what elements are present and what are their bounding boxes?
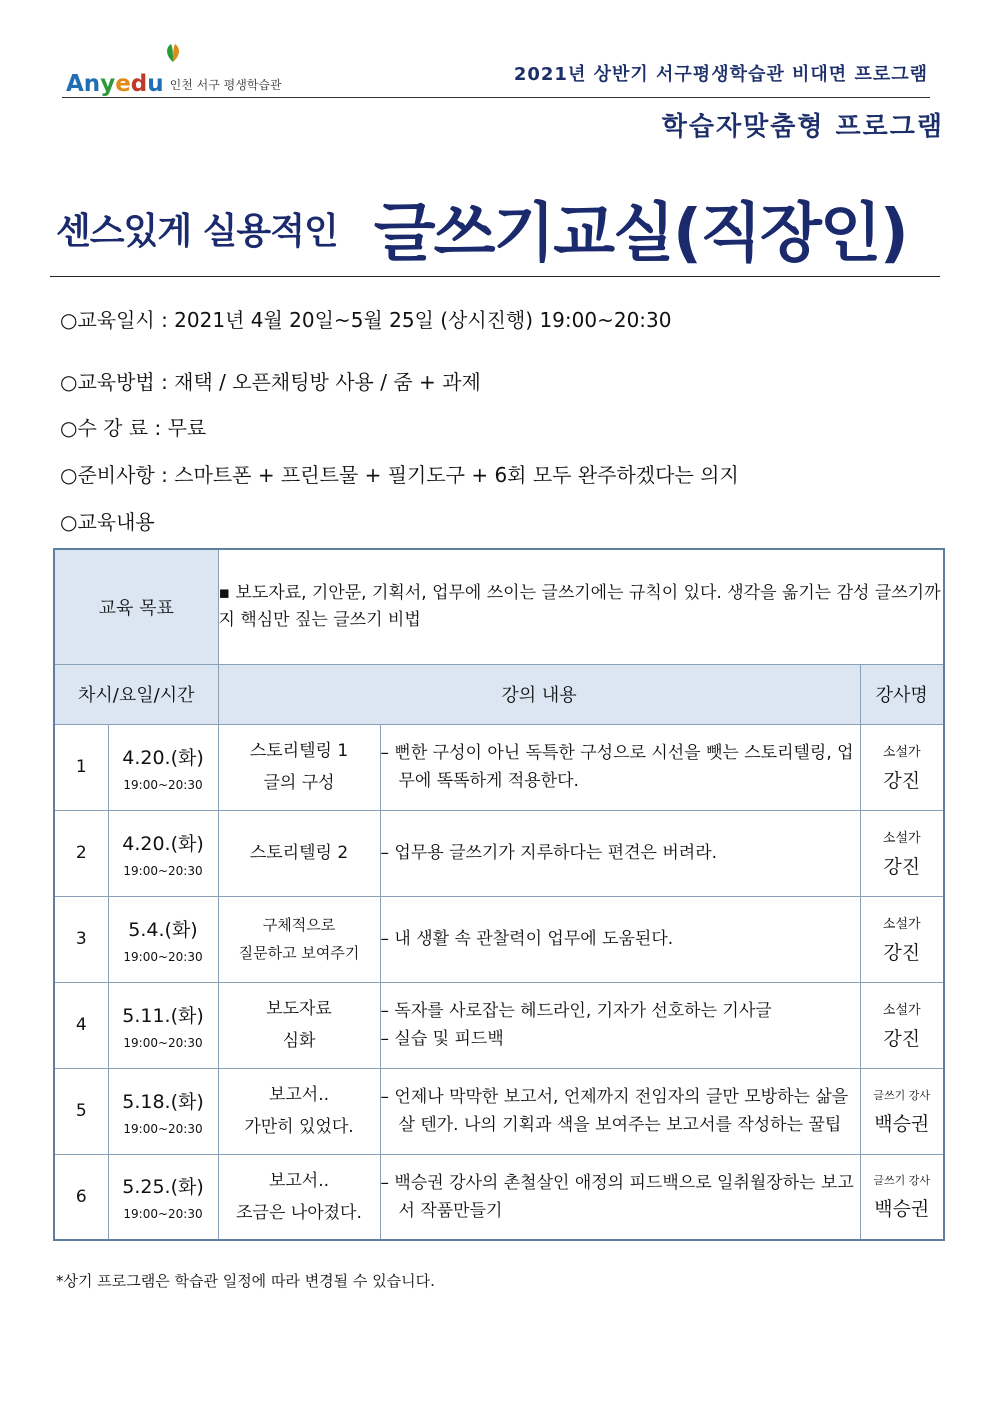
session-description: – 백승권 강사의 촌철살인 애정의 피드백으로 일취월장하는 보고서 작품만들기	[380, 1154, 860, 1240]
header-row	[54, 664, 944, 724]
goal-row	[54, 549, 944, 664]
logo-org-name: 인천 서구 평생학습관	[169, 78, 282, 92]
header-divider	[62, 97, 930, 98]
session-date: 5.25.(화) 19:00~20:30	[108, 1154, 218, 1240]
info-content: ○교육내용	[60, 510, 155, 534]
title-small: 센스있게 실용적인	[56, 210, 338, 252]
session-teacher: 소설가 강진	[860, 810, 944, 896]
session-teacher: 소설가 강진	[860, 896, 944, 982]
session-date: 4.20.(화) 19:00~20:30	[108, 724, 218, 810]
session-topic: 스토리텔링 1 글의 구성	[218, 724, 380, 810]
col-teacher-header: 강사명	[860, 664, 944, 724]
session-topic: 구체적으로 질문하고 보여주기	[218, 896, 380, 982]
schedule-table	[53, 548, 945, 1241]
session-number: 5	[54, 1068, 108, 1154]
session-topic: 보고서.. 가만히 있었다.	[218, 1068, 380, 1154]
session-number: 1	[54, 724, 108, 810]
table-row	[54, 810, 944, 896]
table-row	[54, 982, 944, 1068]
session-teacher: 소설가 강진	[860, 982, 944, 1068]
goal-label: 교육 목표	[54, 549, 218, 664]
table-row	[54, 724, 944, 810]
title-big: 글쓰기교실(직장인)	[373, 197, 907, 271]
session-number: 6	[54, 1154, 108, 1240]
session-number: 4	[54, 982, 108, 1068]
info-method: ○교육방법 : 재택 / 오픈채팅방 사용 / 줌 + 과제	[60, 370, 481, 394]
session-date: 5.4.(화) 19:00~20:30	[108, 896, 218, 982]
col-content-header: 강의 내용	[218, 664, 860, 724]
session-description: – 언제나 막막한 보고서, 언제까지 전임자의 글만 모방하는 삶을 살 텐가. 나의 기획과 색을 보여주는 보고서를 작성하는 꿀팁	[380, 1068, 860, 1154]
leaf-logo-icon	[162, 42, 184, 64]
info-fee: ○수 강 료 : 무료	[60, 416, 207, 440]
title-divider	[50, 276, 940, 277]
info-prep: ○준비사항 : 스마트폰 + 프린트물 + 필기도구 + 6회 모두 완주하겠다는 의지	[60, 463, 739, 487]
session-teacher: 글쓰기 강사 백승권	[860, 1154, 944, 1240]
session-topic: 스토리텔링 2	[218, 810, 380, 896]
session-topic: 보도자료 심화	[218, 982, 380, 1068]
footnote: *상기 프로그램은 학습관 일정에 따라 변경될 수 있습니다.	[56, 1272, 435, 1290]
session-number: 3	[54, 896, 108, 982]
page-title	[56, 182, 907, 274]
program-type: 학습자맞춤형 프로그램	[661, 112, 944, 142]
session-description: – 독자를 사로잡는 헤드라인, 기자가 선호하는 기사글 – 실습 및 피드백	[380, 982, 860, 1068]
col-session-header: 차시/요일/시간	[54, 664, 218, 724]
logo	[66, 50, 282, 96]
program-label: 2021년 상반기 서구평생학습관 비대면 프로그램	[513, 64, 928, 85]
session-teacher: 소설가 강진	[860, 724, 944, 810]
session-description: – 내 생활 속 관찰력이 업무에 도움된다.	[380, 896, 860, 982]
goal-text: ▪ 보도자료, 기안문, 기획서, 업무에 쓰이는 글쓰기에는 규칙이 있다. 생각을 옮기는 감성 글쓰기까지 핵심만 짚는 글쓰기 비법	[218, 549, 944, 664]
info-date: ○교육일시 : 2021년 4월 20일~5월 25일 (상시진행) 19:00~20:30	[60, 308, 672, 332]
session-date: 4.20.(화) 19:00~20:30	[108, 810, 218, 896]
session-date: 5.18.(화) 19:00~20:30	[108, 1068, 218, 1154]
session-date: 5.11.(화) 19:00~20:30	[108, 982, 218, 1068]
table-row	[54, 1154, 944, 1240]
logo-wordmark: Anyedu	[66, 71, 164, 97]
session-teacher: 글쓰기 강사 백승권	[860, 1068, 944, 1154]
session-description: – 뻔한 구성이 아닌 독특한 구성으로 시선을 뺏는 스토리텔링, 업무에 똑똑하게 적용한다.	[380, 724, 860, 810]
session-number: 2	[54, 810, 108, 896]
table-row	[54, 896, 944, 982]
session-description: – 업무용 글쓰기가 지루하다는 편견은 버려라.	[380, 810, 860, 896]
session-topic: 보고서.. 조금은 나아졌다.	[218, 1154, 380, 1240]
table-row	[54, 1068, 944, 1154]
